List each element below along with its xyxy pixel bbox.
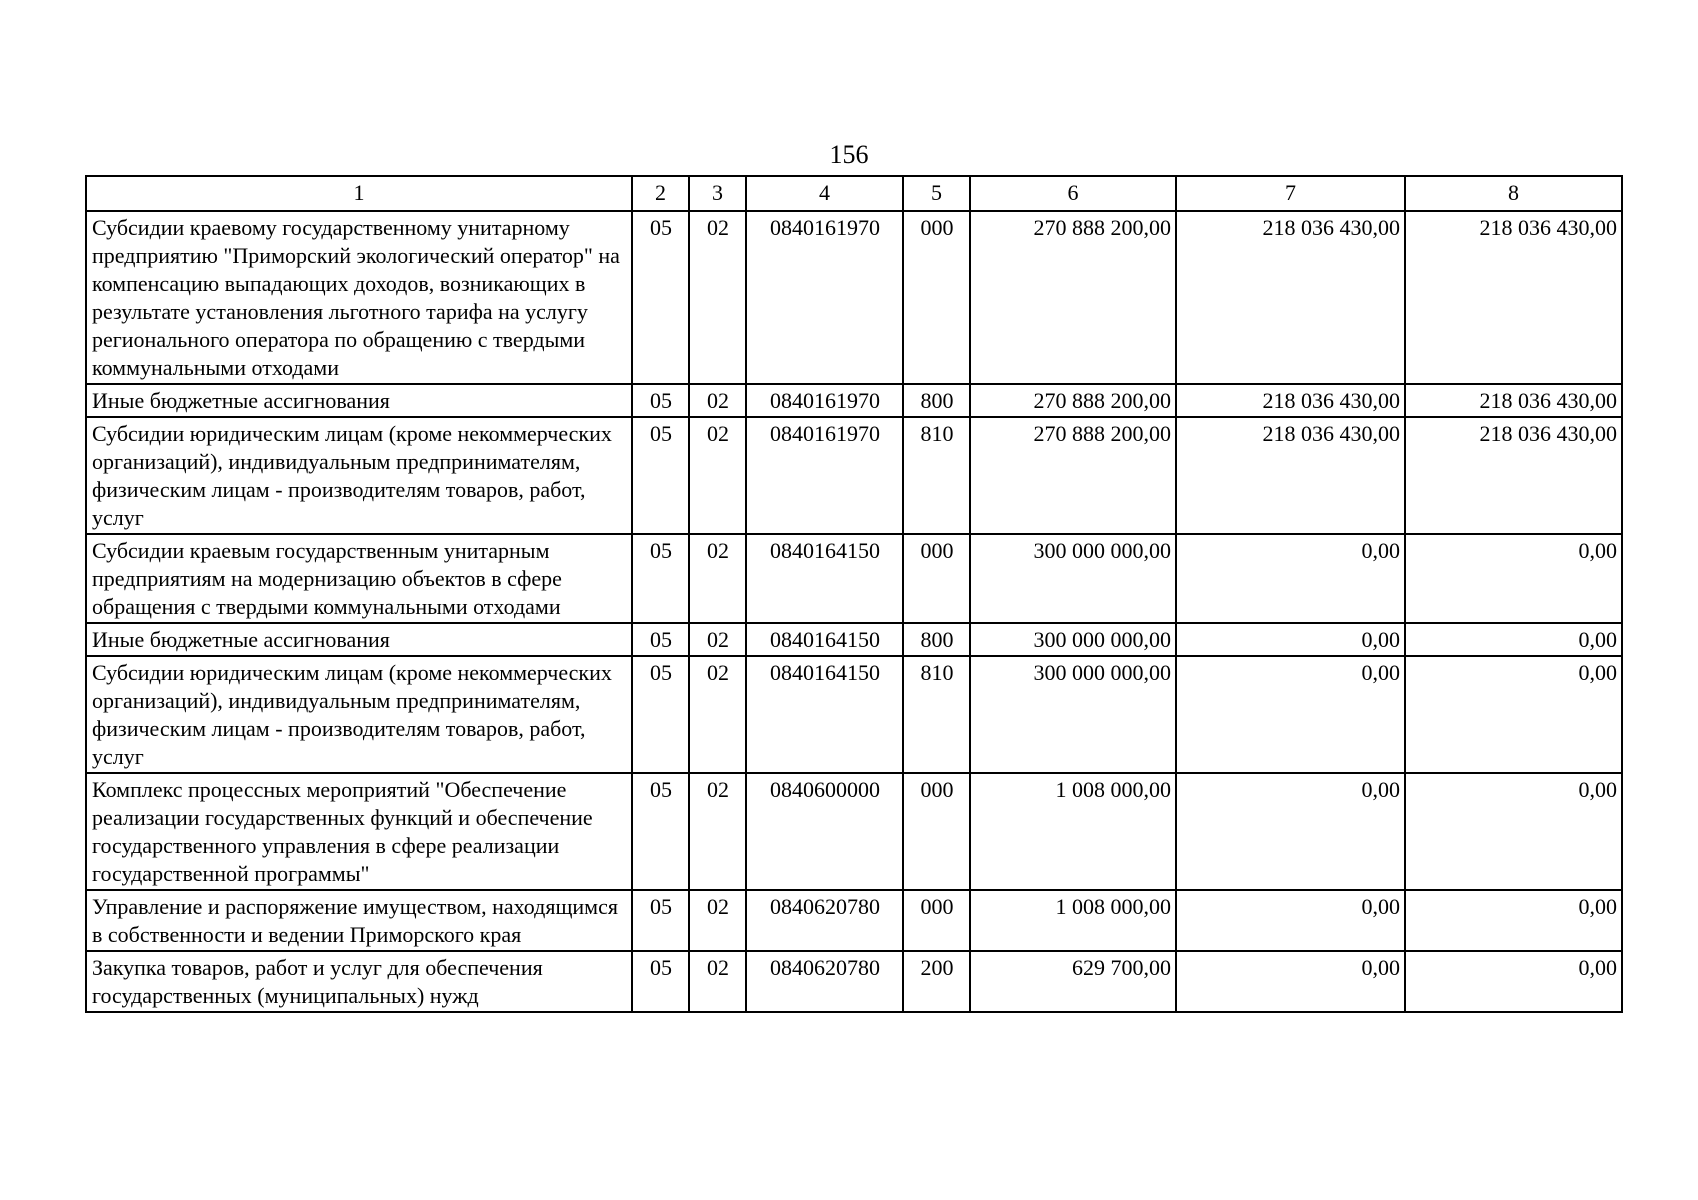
table-row [86, 773, 1622, 890]
row-amount-6: 270 888 200,00 [970, 417, 1176, 534]
row-target-article: 0840600000 [746, 773, 903, 890]
row-amount-7: 0,00 [1176, 656, 1405, 773]
row-amount-7: 0,00 [1176, 773, 1405, 890]
column-header: 4 [746, 176, 903, 211]
row-subsection: 02 [689, 211, 746, 384]
row-amount-6: 270 888 200,00 [970, 211, 1176, 384]
column-header: 2 [632, 176, 689, 211]
row-amount-8: 0,00 [1405, 773, 1622, 890]
row-amount-6: 300 000 000,00 [970, 534, 1176, 623]
row-section: 05 [632, 656, 689, 773]
table-row [86, 417, 1622, 534]
table-row [86, 211, 1622, 384]
row-name: Закупка товаров, работ и услуг для обеспечения государственных (муниципальных) нужд [86, 951, 632, 1012]
row-subsection: 02 [689, 417, 746, 534]
row-name: Комплекс процессных мероприятий "Обеспечение реализации государственных функций и обеспечение государственного управления в сфере реализации государственной программы" [86, 773, 632, 890]
row-target-article: 0840164150 [746, 623, 903, 656]
table-row [86, 656, 1622, 773]
row-name: Субсидии юридическим лицам (кроме некоммерческих организаций), индивидуальным предпринимателям, физическим лицам - производителям товаров, работ, услуг [86, 417, 632, 534]
row-expense-type: 200 [903, 951, 970, 1012]
row-amount-8: 218 036 430,00 [1405, 417, 1622, 534]
row-expense-type: 810 [903, 417, 970, 534]
row-target-article: 0840620780 [746, 951, 903, 1012]
row-name: Управление и распоряжение имуществом, находящимся в собственности и ведении Приморского края [86, 890, 632, 951]
row-section: 05 [632, 773, 689, 890]
row-amount-6: 270 888 200,00 [970, 384, 1176, 417]
row-target-article: 0840161970 [746, 384, 903, 417]
column-header: 8 [1405, 176, 1622, 211]
row-amount-7: 0,00 [1176, 890, 1405, 951]
row-name: Субсидии юридическим лицам (кроме некоммерческих организаций), индивидуальным предпринимателям, физическим лицам - производителям товаров, работ, услуг [86, 656, 632, 773]
row-subsection: 02 [689, 384, 746, 417]
row-amount-8: 0,00 [1405, 623, 1622, 656]
row-target-article: 0840164150 [746, 656, 903, 773]
row-amount-6: 300 000 000,00 [970, 623, 1176, 656]
row-amount-7: 218 036 430,00 [1176, 417, 1405, 534]
row-section: 05 [632, 211, 689, 384]
row-target-article: 0840164150 [746, 534, 903, 623]
column-header: 6 [970, 176, 1176, 211]
row-expense-type: 810 [903, 656, 970, 773]
row-amount-7: 0,00 [1176, 623, 1405, 656]
row-expense-type: 000 [903, 534, 970, 623]
column-header: 5 [903, 176, 970, 211]
row-expense-type: 000 [903, 211, 970, 384]
row-expense-type: 800 [903, 384, 970, 417]
row-target-article: 0840161970 [746, 417, 903, 534]
row-amount-6: 629 700,00 [970, 951, 1176, 1012]
row-expense-type: 800 [903, 623, 970, 656]
row-section: 05 [632, 384, 689, 417]
row-section: 05 [632, 623, 689, 656]
row-expense-type: 000 [903, 890, 970, 951]
row-amount-6: 1 008 000,00 [970, 890, 1176, 951]
row-subsection: 02 [689, 534, 746, 623]
row-amount-8: 0,00 [1405, 890, 1622, 951]
row-amount-8: 0,00 [1405, 656, 1622, 773]
row-amount-8: 218 036 430,00 [1405, 211, 1622, 384]
budget-table [85, 175, 1623, 1013]
row-subsection: 02 [689, 656, 746, 773]
table-row [86, 951, 1622, 1012]
row-section: 05 [632, 951, 689, 1012]
column-header: 1 [86, 176, 632, 211]
table-row [86, 384, 1622, 417]
row-name: Иные бюджетные ассигнования [86, 623, 632, 656]
row-amount-7: 218 036 430,00 [1176, 211, 1405, 384]
row-section: 05 [632, 417, 689, 534]
row-amount-6: 1 008 000,00 [970, 773, 1176, 890]
row-expense-type: 000 [903, 773, 970, 890]
row-subsection: 02 [689, 773, 746, 890]
column-header: 3 [689, 176, 746, 211]
row-section: 05 [632, 534, 689, 623]
table-header-row [86, 176, 1622, 211]
row-amount-8: 0,00 [1405, 951, 1622, 1012]
row-subsection: 02 [689, 951, 746, 1012]
table-row [86, 623, 1622, 656]
row-name: Иные бюджетные ассигнования [86, 384, 632, 417]
row-amount-8: 218 036 430,00 [1405, 384, 1622, 417]
row-target-article: 0840161970 [746, 211, 903, 384]
row-amount-7: 0,00 [1176, 951, 1405, 1012]
row-section: 05 [632, 890, 689, 951]
row-subsection: 02 [689, 623, 746, 656]
row-subsection: 02 [689, 890, 746, 951]
column-header: 7 [1176, 176, 1405, 211]
row-amount-8: 0,00 [1405, 534, 1622, 623]
row-amount-7: 218 036 430,00 [1176, 384, 1405, 417]
row-amount-7: 0,00 [1176, 534, 1405, 623]
table-row [86, 890, 1622, 951]
row-name: Субсидии краевым государственным унитарным предприятиям на модернизацию объектов в сфере обращения с твердыми коммунальными отходами [86, 534, 632, 623]
row-name: Субсидии краевому государственному унитарному предприятию "Приморский экологический оператор" на компенсацию выпадающих доходов, возникающих в результате установления льготного тарифа на услугу регионального оператора по обращению с твердыми коммунальными отходами [86, 211, 632, 384]
page-number: 156 [829, 140, 869, 169]
table-row [86, 534, 1622, 623]
row-amount-6: 300 000 000,00 [970, 656, 1176, 773]
row-target-article: 0840620780 [746, 890, 903, 951]
